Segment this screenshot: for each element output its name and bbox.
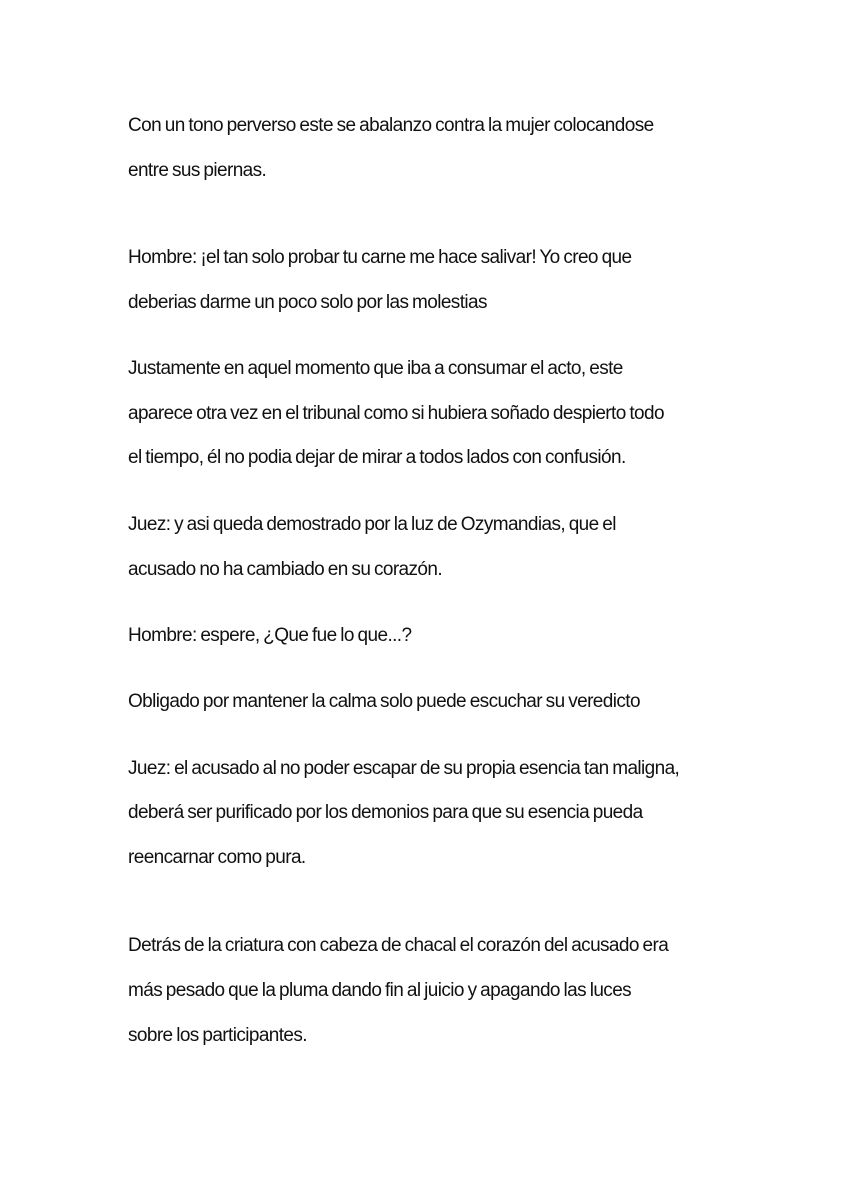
paragraph-7-line-2: deberá ser purificado por los demonios para que su esencia pueda: [128, 802, 643, 823]
paragraph-8-line-3: sobre los participantes.: [128, 1025, 307, 1046]
paragraph-3-line-3: el tiempo, él no podia dejar de mirar a todos lados con confusión.: [128, 447, 626, 468]
paragraph-6-line-1: Obligado por mantener la calma solo puede escuchar su veredicto: [128, 691, 640, 712]
paragraph-7-line-1: Juez: el acusado al no poder escapar de su propia esencia tan maligna,: [128, 758, 680, 779]
paragraph-5-line-1: Hombre: espere, ¿Que fue lo que...?: [128, 625, 412, 646]
paragraph-1-line-1: Con un tono perverso este se abalanzo contra la mujer colocandose: [128, 115, 654, 136]
paragraph-4-line-2: acusado no ha cambiado en su corazón.: [128, 559, 443, 580]
paragraph-2-line-2: deberias darme un poco solo por las molestias: [128, 292, 487, 313]
paragraph-1-line-2: entre sus piernas.: [128, 160, 267, 181]
paragraph-3-line-2: aparece otra vez en el tribunal como si hubiera soñado despierto todo: [128, 403, 664, 424]
paragraph-8-line-1: Detrás de la criatura con cabeza de chacal el corazón del acusado era: [128, 935, 669, 956]
paragraph-3-line-1: Justamente en aquel momento que iba a consumar el acto, este: [128, 358, 623, 379]
paragraph-7-line-3: reencarnar como pura.: [128, 847, 306, 868]
paragraph-4-line-1: Juez: y asi queda demostrado por la luz de Ozymandias, que el: [128, 514, 616, 535]
paragraph-8-line-2: más pesado que la pluma dando fin al juicio y apagando las luces: [128, 980, 632, 1001]
paragraph-2-line-1: Hombre: ¡el tan solo probar tu carne me hace salivar! Yo creo que: [128, 247, 632, 268]
